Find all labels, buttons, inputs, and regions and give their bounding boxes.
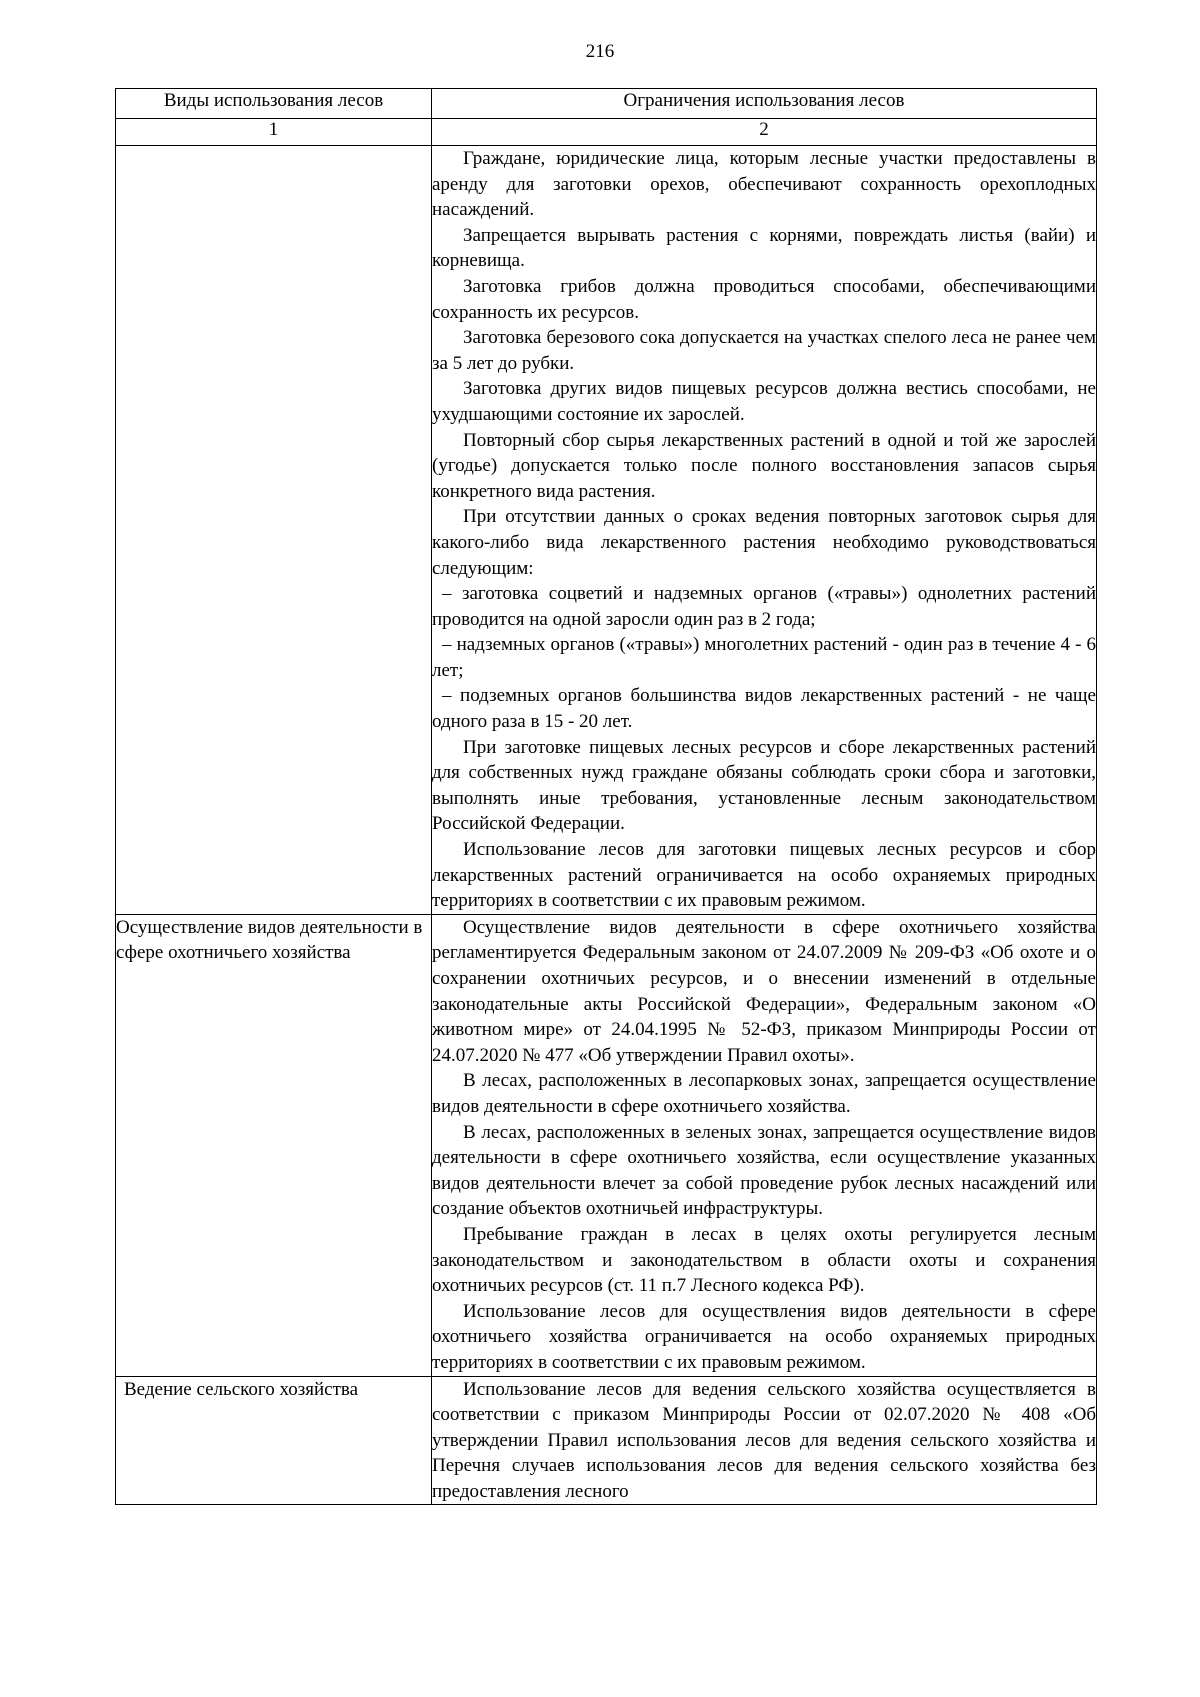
- restriction-paragraph: Пребывание граждан в лесах в целях охоты регулируется лесным законодательством и законодательством в области охоты и сохранения охотничьих ресурсов (ст. 11 п.7 Лесного кодекса РФ).: [432, 1223, 1096, 1297]
- header-forest-use-restrictions: Ограничения использования лесов: [432, 89, 1097, 119]
- restrictions-cell: [432, 914, 1097, 1376]
- table-row: [116, 914, 1097, 1376]
- page-number: 216: [585, 41, 615, 62]
- restriction-list-item: – надземных органов («травы») многолетних растений - один раз в течение 4 - 6 лет;: [432, 634, 1096, 681]
- restriction-paragraph: Заготовка других видов пищевых ресурсов должна вестись способами, не ухудшающими состояние их зарослей.: [432, 378, 1096, 425]
- forest-use-table: [115, 88, 1097, 1505]
- restriction-paragraph: Осуществление видов деятельности в сфере охотничьего хозяйства регламентируется Федеральным законом от 24.07.2009 № 209-ФЗ «Об охоте и о сохранении охотничьих ресурсов, и о внесении изменений в отдельные законодательные акты Российской Федерации», Федеральным законом «О животном мире» от 24.04.1995 № 52-ФЗ, приказом Минприроды России от 24.07.2020 № 477 «Об утверждении Правил охоты».: [432, 916, 1096, 1066]
- restriction-paragraph: В лесах, расположенных в лесопарковых зонах, запрещается осуществление видов деятельности в сфере охотничьего хозяйства.: [432, 1070, 1096, 1117]
- restrictions-cell: [432, 146, 1097, 915]
- restriction-paragraph: Заготовка грибов должна проводиться способами, обеспечивающими сохранность их ресурсов.: [432, 275, 1096, 323]
- forest-use-kind: Ведение сельского хозяйства: [116, 1376, 432, 1505]
- column-number-2: 2: [432, 119, 1097, 146]
- restriction-paragraph: Повторный сбор сырья лекарственных растений в одной и той же зарослей (угодье) допускается только после полного восстановления запасов сырья конкретного вида растения.: [432, 429, 1096, 502]
- column-number-1: 1: [116, 119, 432, 146]
- header-forest-use-types: Виды использования лесов: [116, 89, 432, 119]
- restriction-paragraph: Заготовка березового сока допускается на участках спелого леса не ранее чем за 5 лет до рубки.: [432, 327, 1096, 374]
- table-row: [116, 146, 1097, 915]
- table-header-row: [116, 89, 1097, 119]
- restriction-paragraph: При заготовке пищевых лесных ресурсов и сборе лекарственных растений для собственных нужд граждане обязаны соблюдать сроки сбора и заготовки, выполнять иные требования, установленные лесным законодательством Российской Федерации.: [432, 736, 1096, 835]
- restrictions-cell: [432, 1376, 1097, 1505]
- restriction-paragraph: Граждане, юридические лица, которым лесные участки предоставлены в аренду для заготовки орехов, обеспечивают сохранность орехоплодных насаждений.: [432, 148, 1096, 221]
- restriction-paragraph: Использование лесов для заготовки пищевых лесных ресурсов и сбор лекарственных растений ограничивается на особо охраняемых природных территориях в соответствии с их правовым режимом.: [432, 839, 1096, 912]
- restriction-paragraph: В лесах, расположенных в зеленых зонах, запрещается осуществление видов деятельности в сфере охотничьего хозяйства, если осуществление указанных видов деятельности влечет за собой проведение рубок лесных насаждений или создание объектов охотничьей инфраструктуры.: [432, 1121, 1096, 1220]
- table-row: [116, 1376, 1097, 1505]
- restriction-paragraph: Запрещается вырывать растения с корнями, повреждать листья (вайи) и корневища.: [432, 224, 1096, 272]
- column-number-row: [116, 119, 1097, 146]
- restriction-list-item: – подземных органов большинства видов лекарственных растений - не чаще одного раза в 15 - 20 лет.: [432, 685, 1096, 733]
- forest-use-kind: Осуществление видов деятельности в сфере охотничьего хозяйства: [116, 914, 432, 1376]
- restriction-list-item: – заготовка соцветий и надземных органов («травы») однолетних растений проводится на одной заросли один раз в 2 года;: [432, 583, 1096, 630]
- forest-use-kind: [116, 146, 432, 915]
- restriction-paragraph: Использование лесов для осуществления видов деятельности в сфере охотничьего хозяйства ограничивается на особо охраняемых природных территориях в соответствии с их правовым режимом.: [432, 1300, 1096, 1373]
- restriction-paragraph: При отсутствии данных о сроках ведения повторных заготовок сырья для какого-либо вида лекарственного растения необходимо руководствоваться следующим:: [432, 506, 1096, 579]
- restriction-paragraph: Использование лесов для ведения сельского хозяйства осуществляется в соответствии с приказом Минприроды России от 02.07.2020 № 408 «Об утверждении Правил использования лесов для ведения сельского хозяйства и Перечня случаев использования лесов для ведения сельского хозяйства без предоставления лесного: [432, 1378, 1096, 1502]
